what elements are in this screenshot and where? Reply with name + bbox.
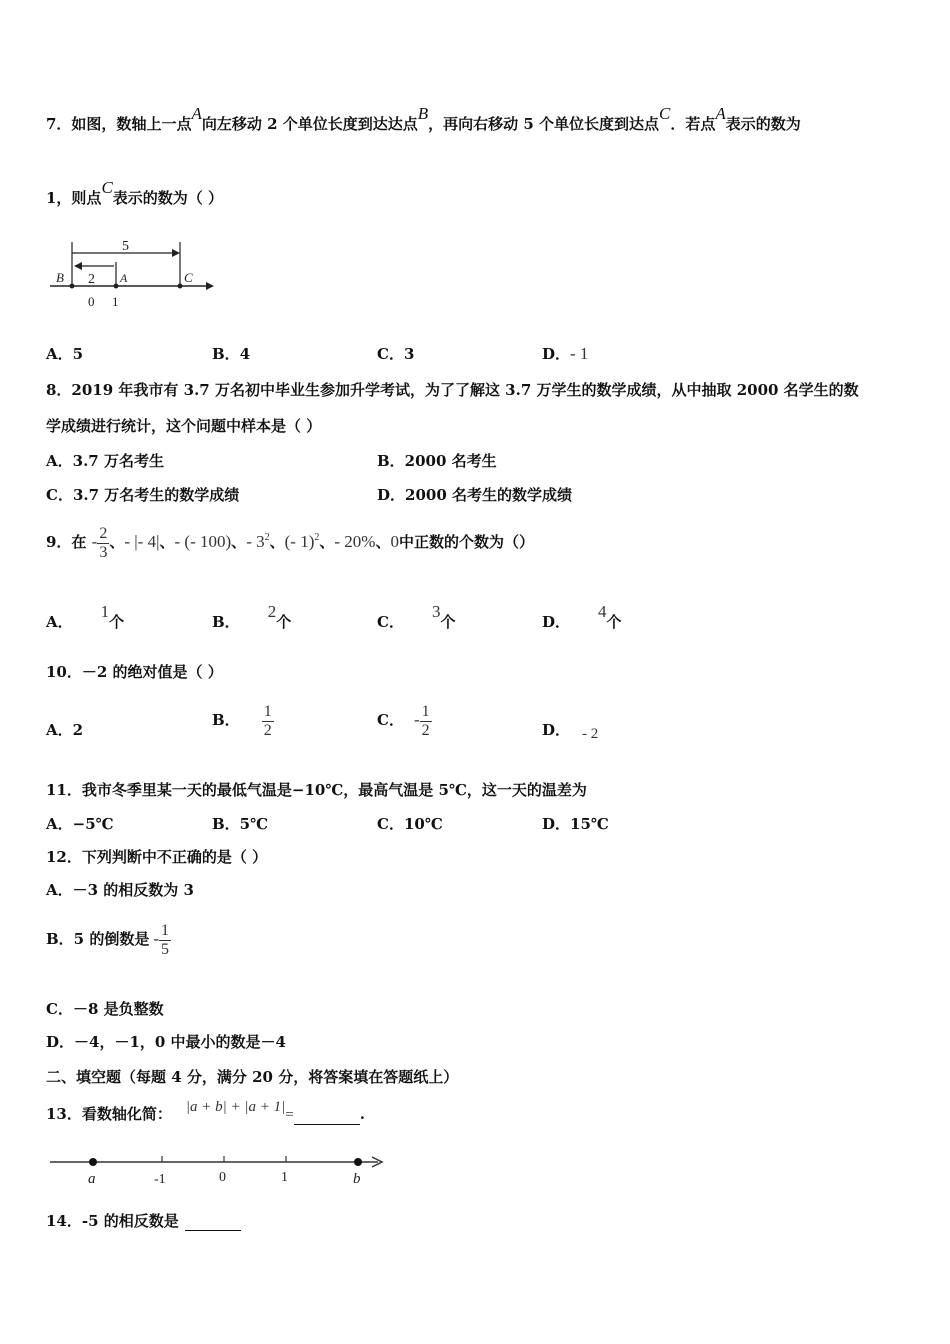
option-key: B． xyxy=(212,345,240,363)
point-c-label: C xyxy=(184,270,193,285)
q9-lead: 9．在 xyxy=(46,533,87,551)
expr-neg-3-squared: - 3 xyxy=(246,532,265,551)
q13-expression: |a + b| + |a + 1| xyxy=(185,1099,286,1115)
q11-option-a[interactable]: A．−5℃ xyxy=(46,815,114,833)
point-a-label: A xyxy=(120,271,128,285)
q11-option-b[interactable]: B．5℃ xyxy=(212,815,269,833)
q10-option-d[interactable] xyxy=(542,720,598,741)
point-b-label: B xyxy=(56,270,64,285)
numerator: 2 xyxy=(99,524,108,542)
fraction-neg-1-5 xyxy=(159,922,171,959)
point-b-label: b xyxy=(353,1171,361,1187)
q12-option-c[interactable]: C．－8 是负整数 xyxy=(46,1000,164,1018)
q7-line1 xyxy=(46,104,801,134)
q10-stem: 10．－2 的绝对值是（ ） xyxy=(46,663,223,681)
option-key: C． xyxy=(377,345,404,363)
q7-option-b[interactable] xyxy=(212,344,250,364)
q7-option-d[interactable] xyxy=(542,344,588,364)
option-value: 4 xyxy=(239,345,251,363)
separator: 、 xyxy=(231,533,247,551)
period: . xyxy=(359,1105,365,1123)
option-number: 1 xyxy=(100,602,110,621)
option-value: - 1 xyxy=(570,344,589,363)
option-key: B． xyxy=(212,613,240,631)
arrow-head xyxy=(172,249,180,257)
q8-option-a[interactable]: A．3.7 万名考生 xyxy=(46,452,164,470)
q8-option-b[interactable]: B．2000 名考生 xyxy=(377,452,497,470)
option-number: 3 xyxy=(431,602,441,621)
point-a-label: A xyxy=(715,104,726,123)
q8-line1: 8．2019 年我市有 3.7 万名初中毕业生参加升学考试，为了了解这 3.7 万学生的数学成绩，从中抽取 2000 名学生的数 xyxy=(46,381,859,399)
separator: 、 xyxy=(109,533,125,551)
q9-tail: 中正数的个数为（） xyxy=(398,533,534,551)
tick-0-label: 0 xyxy=(219,1170,226,1185)
q7-line2 xyxy=(46,178,224,208)
q8-line2: 学成绩进行统计，这个问题中样本是（ ） xyxy=(46,417,322,435)
expr-neg1-squared: (- 1) xyxy=(284,532,315,551)
numerator: 1 xyxy=(161,921,170,939)
q12-option-d[interactable]: D．－4，－1，0 中最小的数是－4 xyxy=(46,1033,286,1051)
q14-stem xyxy=(46,1211,241,1231)
denominator: 2 xyxy=(421,721,430,739)
point-b-dot xyxy=(354,1158,362,1166)
q12-option-b[interactable] xyxy=(46,918,171,960)
axis-arrow xyxy=(206,282,214,290)
option-key: A． xyxy=(46,613,73,631)
q14-lead: 14．-5 的相反数是 xyxy=(46,1212,179,1230)
q11-option-c[interactable]: C．10℃ xyxy=(377,815,443,833)
point-a-label: A xyxy=(191,104,202,123)
expr-neg-20-percent: - 20% xyxy=(334,532,376,551)
point-a-label: a xyxy=(88,1171,96,1187)
option-number: 2 xyxy=(267,602,277,621)
expr-neg-neg-100: - (- 100) xyxy=(174,532,232,551)
exponent: 2 xyxy=(314,532,320,543)
q12-stem: 12．下列判断中不正确的是（ ） xyxy=(46,848,268,866)
option-unit: 个 xyxy=(109,613,125,631)
q7-text: ，再向右移动 5 个单位长度到达点 xyxy=(428,115,660,133)
fraction-2-3 xyxy=(97,525,109,562)
option-key: A． xyxy=(46,345,73,363)
expr-zero: 0 xyxy=(390,532,399,551)
minus-sign: - xyxy=(413,710,420,729)
separator: 、 xyxy=(375,533,391,551)
section-2-heading: 二、填空题（每题 4 分，满分 20 分，将答案填在答题纸上） xyxy=(46,1068,459,1086)
separator: 、 xyxy=(319,533,335,551)
option-unit: 个 xyxy=(606,613,622,631)
q7-number-line-figure xyxy=(44,236,224,312)
q13-lead: 13．看数轴化简： xyxy=(46,1105,172,1123)
q13-number-line xyxy=(46,1148,388,1192)
fraction-neg-1-2 xyxy=(420,703,432,740)
label-5: 5 xyxy=(122,239,129,254)
option-key: A． xyxy=(46,721,73,739)
exponent: 2 xyxy=(264,532,270,543)
point-b-dot xyxy=(70,284,75,289)
q7-text: 1，则点 xyxy=(46,189,102,207)
tick-neg1-label: -1 xyxy=(154,1172,166,1187)
option-unit: 个 xyxy=(440,613,456,631)
point-a-dot xyxy=(114,284,119,289)
option-key: C． xyxy=(377,711,404,729)
option-key: B． xyxy=(212,711,240,729)
separator: 、 xyxy=(269,533,285,551)
denominator: 5 xyxy=(161,940,170,958)
option-unit: 个 xyxy=(276,613,292,631)
option-value: 3 xyxy=(403,345,415,363)
q8-option-d[interactable]: D．2000 名考生的数学成绩 xyxy=(377,486,572,504)
denominator: 3 xyxy=(99,543,108,561)
option-value: - 2 xyxy=(582,726,599,742)
q10-option-a[interactable] xyxy=(46,720,83,740)
q7-text: 7．如图，数轴上一点 xyxy=(46,115,192,133)
q9-option-c[interactable] xyxy=(377,602,456,632)
fraction-1-2 xyxy=(262,703,274,740)
q11-stem: 11．我市冬季里某一天的最低气温是−10℃，最高气温是 5℃，这一天的温差为 xyxy=(46,781,587,799)
option-key: C． xyxy=(377,613,404,631)
denominator: 2 xyxy=(263,721,272,739)
q9-option-d[interactable] xyxy=(542,602,622,632)
separator: 、 xyxy=(159,533,175,551)
q9-stem xyxy=(46,524,534,563)
numerator: 1 xyxy=(421,702,430,720)
answer-blank[interactable] xyxy=(294,1110,360,1125)
q13-stem xyxy=(46,1099,365,1125)
arrow-head xyxy=(74,262,82,270)
option-key: D． xyxy=(542,345,571,363)
q11-option-d[interactable]: D．15℃ xyxy=(542,815,609,833)
point-a-dot xyxy=(89,1158,97,1166)
label-2: 2 xyxy=(88,272,95,287)
q10-option-b[interactable] xyxy=(212,700,274,740)
option-key: D． xyxy=(542,613,571,631)
option-value: 5 xyxy=(72,345,84,363)
tick-0-label: 0 xyxy=(88,294,95,309)
q9-option-b[interactable] xyxy=(212,602,292,632)
q7-text: 表示的数为 xyxy=(725,115,801,133)
point-b-label: B xyxy=(417,104,429,123)
option-value: 2 xyxy=(72,721,84,739)
answer-blank[interactable] xyxy=(185,1216,241,1231)
q7-option-c[interactable] xyxy=(377,344,414,364)
q10-option-c[interactable] xyxy=(377,700,432,740)
option-text: B．5 的倒数是 xyxy=(46,930,150,948)
option-key: D． xyxy=(542,721,571,739)
q12-option-a[interactable]: A．－3 的相反数为 3 xyxy=(46,881,194,899)
expr-neg-abs-4: - |- 4| xyxy=(124,532,160,551)
option-number: 4 xyxy=(598,602,607,621)
point-c-dot xyxy=(178,284,183,289)
q7-text: 表示的数为（ ） xyxy=(112,189,224,207)
q8-option-c[interactable]: C．3.7 万名考生的数学成绩 xyxy=(46,486,240,504)
point-c-label: C xyxy=(659,104,671,123)
q9-option-a[interactable] xyxy=(46,602,125,632)
q7-option-a[interactable] xyxy=(46,344,83,364)
tick-1-label: 1 xyxy=(281,1170,288,1185)
q7-text: ．若点 xyxy=(670,115,716,133)
minus-sign: - xyxy=(91,532,98,551)
tick-1-label: 1 xyxy=(112,294,119,309)
point-c-label: C xyxy=(101,178,113,197)
equals-sign: = xyxy=(285,1107,294,1123)
numerator: 1 xyxy=(263,702,272,720)
minus-sign: - xyxy=(153,929,160,948)
q7-text: 向左移动 2 个单位长度到达达点 xyxy=(201,115,418,133)
